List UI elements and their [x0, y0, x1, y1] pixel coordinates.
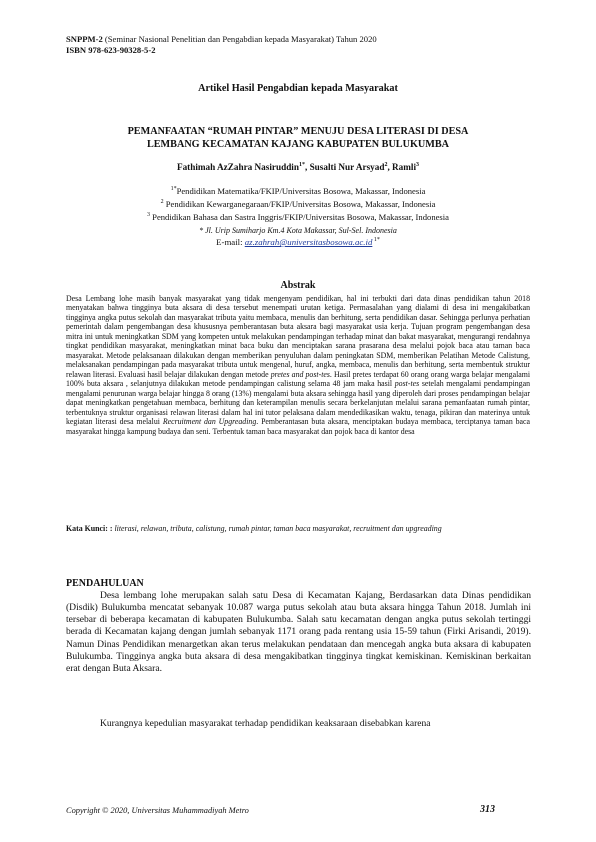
author-1-sup: 1*	[298, 161, 305, 168]
affiliation-2	[0, 199, 596, 210]
abstract-text-b: . Hasil pretes terdapat 60 orang orang warga belajar mengalami 100% buta aksara , selanjutnya dilakukan metode pendampingan calistung selama 48 jam maka hasil	[66, 369, 531, 389]
author-3-sup: 3	[416, 161, 420, 168]
aff2-sup: 2	[160, 199, 164, 206]
intro-paragraph-1	[66, 590, 531, 675]
abstract-italic-3: Recruitment dan Upgreading	[162, 417, 257, 427]
author-list	[0, 162, 596, 172]
email-link[interactable]: az.zahrah@universitasbosowa.ac.id	[244, 237, 373, 247]
page-number: 313	[480, 804, 495, 815]
author-2: , Susalti Nur Arsyad	[304, 162, 385, 172]
abstract-text-a: Desa Lembang lohe masih banyak masyarakat yang tidak mengenyam pendidikan, hal ini terbukti dari data dinas pendidikan tahun 2018 menyatakan bahwa tingginya buta aksara di desa tersebut menempati urutan ketiga. Permasalahan yang dialami di desa ini mengakibatkan tingginya angka putus sekolah dan masyarakat tributa yaitu membaca, menulis dan berhitung, serta pendidikan dasar. Sehingga perlunya perhatian pemerintah dalam pengembangan desa khususnya pemberantasan buta aksara bagi masyarakat usia kerja. Tujuan program pengembangan desa mitra ini untuk meningkatkan SDM yang kompeten untuk melakukan pendampingan terhadap minat dan bakat masyarakat, mengurangi rendahnya tingkat pendidikan masyarakat, meningkatkan minat baca buku dan menciptakan sarana prasarana desa melalui pojok baca atau taman baca masyarakat. Metode pelaksanaan dilakukan dengan memberikan penyuluhan dalam peningkatan SDM, memberikan Pelatihan Metode Calistung, melaksanakan pendampingan pada masyarakat tributa untuk mengenal, huruf, angka, membaca, menulis dan berhitung, serta membentuk struktur relawan literasi. Evaluasi hasil belajar dilakukan dengan metode	[66, 294, 530, 379]
institution-address: * Jl. Urip Sumiharjo Km.4 Kota Makassar, Sul-Sel. Indonesia	[199, 226, 397, 235]
journal-abbrev: SNPPM-2	[66, 34, 103, 44]
aff3-sup: 3	[147, 212, 151, 219]
title-line-2: LEMBANG KECAMATAN KAJANG KABUPATEN BULUKUMBA	[146, 139, 450, 150]
abstract-text-d: . Pemberantasan buta aksara, menciptakan budaya membaca, terciptanya taman baca masyarakat hingga kampung budaya dan seni. Terbentuk taman baca masyarakat dan pojok baca di kantor desa	[66, 417, 531, 436]
journal-header	[66, 34, 377, 45]
keywords	[66, 524, 530, 534]
copyright: Copyright © 2020, Universitas Muhammadiyah Metro	[66, 806, 249, 815]
affiliation-1	[0, 186, 596, 197]
affiliation-3	[0, 212, 596, 223]
abstract-body	[66, 294, 530, 436]
aff3-text: Pendidikan Bahasa dan Sastra Inggris/FKIP/Universitas Bosowa, Makassar, Indonesia	[150, 212, 449, 222]
email-line	[0, 237, 596, 247]
section-heading: PENDAHULUAN	[66, 578, 144, 589]
isbn: ISBN 978-623-90328-5-2	[66, 45, 156, 55]
author-2-sup: 2	[384, 161, 388, 168]
email-label: E-mail:	[216, 237, 245, 247]
intro-paragraph-2: Kurangnya kepedulian masyarakat terhadap pendidikan keaksaraan disebabkan karena	[100, 718, 431, 729]
abstract-heading: Abstrak	[280, 280, 316, 291]
author-1: Fathimah AzZahra Nasiruddin	[176, 162, 299, 172]
keywords-label: Kata Kunci: :	[66, 524, 115, 533]
journal-name: (Seminar Nasional Penelitian dan Pengabdian kepada Masyarakat) Tahun 2020	[102, 34, 377, 44]
abstract-italic-1: pretes and post-tes	[270, 369, 330, 379]
paper-title	[0, 125, 596, 151]
aff1-sup: 1*	[170, 186, 177, 193]
keywords-text: literasi, relawan, tributa, calistung, rumah pintar, taman baca masyarakat, recruitment dan upgreading	[114, 524, 442, 533]
author-3: , Ramli	[387, 162, 417, 172]
intro-p1-text: Desa lembang lohe merupakan salah satu Desa di Kecamatan Kajang, Berdasarkan data Dinas pendidikan (Disdik) Bulukumba mencatat sebanyak 10.087 warga putus sekolah atau buta aksara hingga Tahun 2018. Jumlah ini tersebar di beberapa kecamatan di kabupaten Bulukumba. Salah satu kecamatan dengan angka putus sekolah tertinggi berada di Kecamatan kajang dengan jumlah sebanyak 1171 orang pada rentang usia 15-59 tahun (Firki Arisandi, 2019). Namun Dinas Pendidikan menargetkan akan terus melakukan pendataan dan mencegah angka buta aksara di kabupaten Bulukumba. Tingginya angka buta aksara di desa mengakibatkan tingginya tingkat kemiskinan. Kemiskinan berkaitan erat dengan Buta Aksara.	[66, 590, 531, 674]
article-type: Artikel Hasil Pengabdian kepada Masyarakat	[198, 83, 398, 94]
abstract-italic-2: post-tes	[394, 379, 420, 389]
aff1-text: Pendidikan Matematika/FKIP/Universitas Bosowa, Makassar, Indonesia	[176, 186, 426, 196]
abstract-text-c: setelah mengalami pendampingan mengalami penurunan warga belajar hingga 8 orang (13%) mengalami buta aksara sehingga hasil yang diperoleh dari proses pendampingan belajar dapat meningkatkan pengetahuan membaca, berhitung dan keterampilan menulis secara berkelanjutan melalui sarana pemanfaatan rumah pintar, terbentuknya struktur organisasi relawan literasi dalam hal ini tutor pelaksana dalam mendedikasikan waktu, tenaga, pikiran dan materinya untuk kegiatan literasi desa melalui	[66, 379, 531, 427]
title-line-1: PEMANFAATAN “RUMAH PINTAR” MENUJU DESA LITERASI DI DESA	[127, 126, 469, 137]
email-sup: 1*	[372, 237, 380, 244]
aff2-text: Pendidikan Kewarganegaraan/FKIP/Universitas Bosowa, Makassar, Indonesia	[163, 199, 436, 209]
